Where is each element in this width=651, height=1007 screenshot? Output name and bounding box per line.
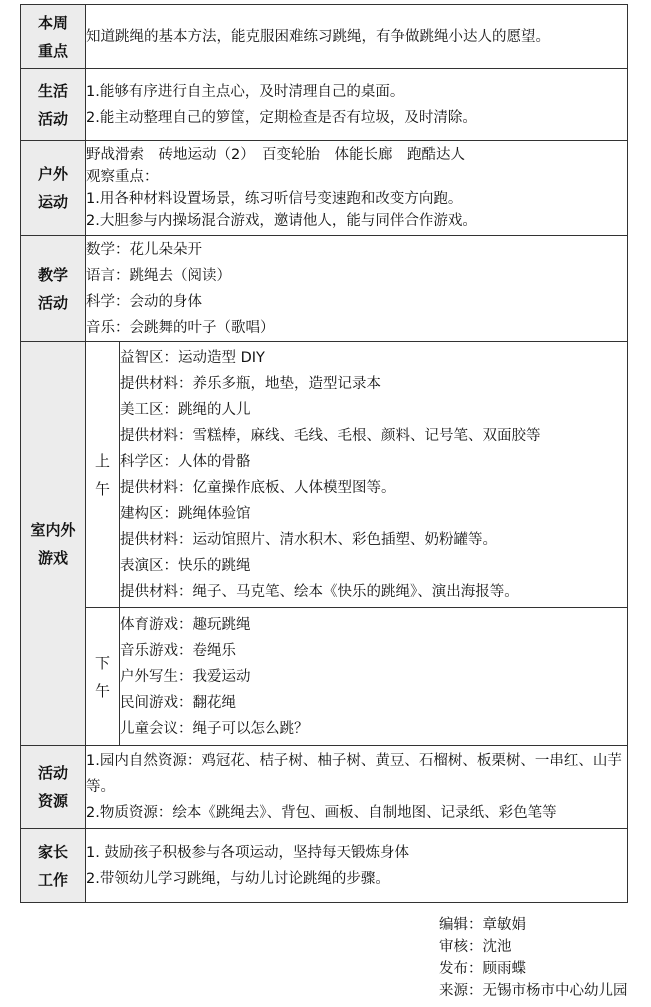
outdoor-sports-content — [86, 141, 628, 236]
credits-footer — [439, 914, 628, 1002]
afternoon-label: 下 午 — [86, 608, 120, 746]
row-games-afternoon — [21, 608, 628, 746]
row-games-morning — [21, 342, 628, 608]
list-item: 数学：花儿朵朵开 — [86, 241, 202, 258]
morning-games-content — [120, 342, 628, 608]
list-item: 体育游戏：趣玩跳绳 — [120, 616, 251, 633]
observation-focus-label: 观察重点： — [86, 169, 159, 185]
row-teaching-activities — [21, 236, 628, 342]
list-item: 科学：会动的身体 — [86, 293, 202, 310]
list-item: 提供材料：养乐多瓶，地垫，造型记录本 — [120, 375, 381, 392]
header-outdoor-sports: 户外 运动 — [21, 141, 86, 236]
list-item: 1.园内自然资源：鸡冠花、桔子树、柚子树、黄豆、石榴树、板栗树、一串红、山芋等。 — [86, 753, 622, 795]
header-parent-work: 家长 工作 — [21, 829, 86, 903]
list-item: 表演区：快乐的跳绳 — [120, 557, 251, 574]
header-teaching-activities: 教学 活动 — [21, 236, 86, 342]
weekly-plan-table — [20, 4, 628, 903]
list-item: 2.带领幼儿学习跳绳，与幼儿讨论跳绳的步骤。 — [86, 870, 390, 887]
life-activities-content — [86, 69, 628, 141]
weekly-focus-content — [86, 5, 628, 69]
list-item: 语言：跳绳去（阅读） — [86, 267, 231, 284]
list-item: 音乐：会跳舞的叶子（歌唱） — [86, 319, 275, 336]
list-item: 提供材料：亿童操作底板、人体模型图等。 — [120, 479, 396, 496]
list-item: 1.能够有序进行自主点心，及时清理自己的桌面。 — [86, 83, 405, 100]
header-life-activities: 生活 活动 — [21, 69, 86, 141]
outdoor-projects: 野战滑索 砖地运动（2） 百变轮胎 体能长廊 跑酷达人 — [86, 147, 465, 163]
list-item: 1.用各种材料设置场景，练习听信号变速跑和改变方向跑。 — [86, 191, 463, 207]
list-item: 提供材料：绳子、马克笔、绘本《快乐的跳绳》、演出海报等。 — [120, 583, 519, 600]
afternoon-games-content — [120, 608, 628, 746]
weekly-focus-text: 知道跳绳的基本方法，能克服困难练习跳绳，有争做跳绳小达人的愿望。 — [86, 28, 550, 45]
list-item: 1. 鼓励孩子积极参与各项运动，坚持每天锻炼身体 — [86, 844, 409, 861]
source-credit: 来源：无锡市杨市中心幼儿园 — [439, 983, 628, 999]
reviewer-credit: 审核：沈池 — [439, 939, 512, 955]
list-item: 民间游戏：翻花绳 — [120, 694, 236, 711]
list-item: 建构区：跳绳体验馆 — [120, 505, 251, 522]
row-outdoor-sports — [21, 141, 628, 236]
publisher-credit: 发布：顾雨蝶 — [439, 961, 526, 977]
parent-work-content — [86, 829, 628, 903]
list-item: 美工区：跳绳的人儿 — [120, 401, 251, 418]
teaching-activities-content — [86, 236, 628, 342]
header-weekly-focus: 本周 重点 — [21, 5, 86, 69]
row-life-activities — [21, 69, 628, 141]
header-indoor-outdoor-games: 室内外 游戏 — [21, 342, 86, 746]
list-item: 提供材料：运动馆照片、清水积木、彩色插塑、奶粉罐等。 — [120, 531, 497, 548]
morning-label: 上 午 — [86, 342, 120, 608]
row-parent-work — [21, 829, 628, 903]
row-weekly-focus — [21, 5, 628, 69]
header-activity-resources: 活动 资源 — [21, 746, 86, 829]
list-item: 益智区：运动造型 DIY — [120, 349, 265, 366]
editor-credit: 编辑：章敏娟 — [439, 917, 526, 933]
list-item: 户外写生：我爱运动 — [120, 668, 251, 685]
list-item: 2.大胆参与内操场混合游戏，邀请他人，能与同伴合作游戏。 — [86, 213, 477, 229]
list-item: 科学区：人体的骨骼 — [120, 453, 251, 470]
list-item: 儿童会议：绳子可以怎么跳？ — [120, 720, 309, 737]
list-item: 提供材料：雪糕棒，麻线、毛线、毛根、颜料、记号笔、双面胶等 — [120, 427, 541, 444]
activity-resources-content — [86, 746, 628, 829]
row-activity-resources — [21, 746, 628, 829]
list-item: 2.能主动整理自己的箩筐，定期检查是否有垃圾，及时清除。 — [86, 109, 477, 126]
list-item: 2.物质资源：绘本《跳绳去》、背包、画板、自制地图、记录纸、彩色笔等 — [86, 805, 557, 821]
list-item: 音乐游戏：卷绳乐 — [120, 642, 236, 659]
